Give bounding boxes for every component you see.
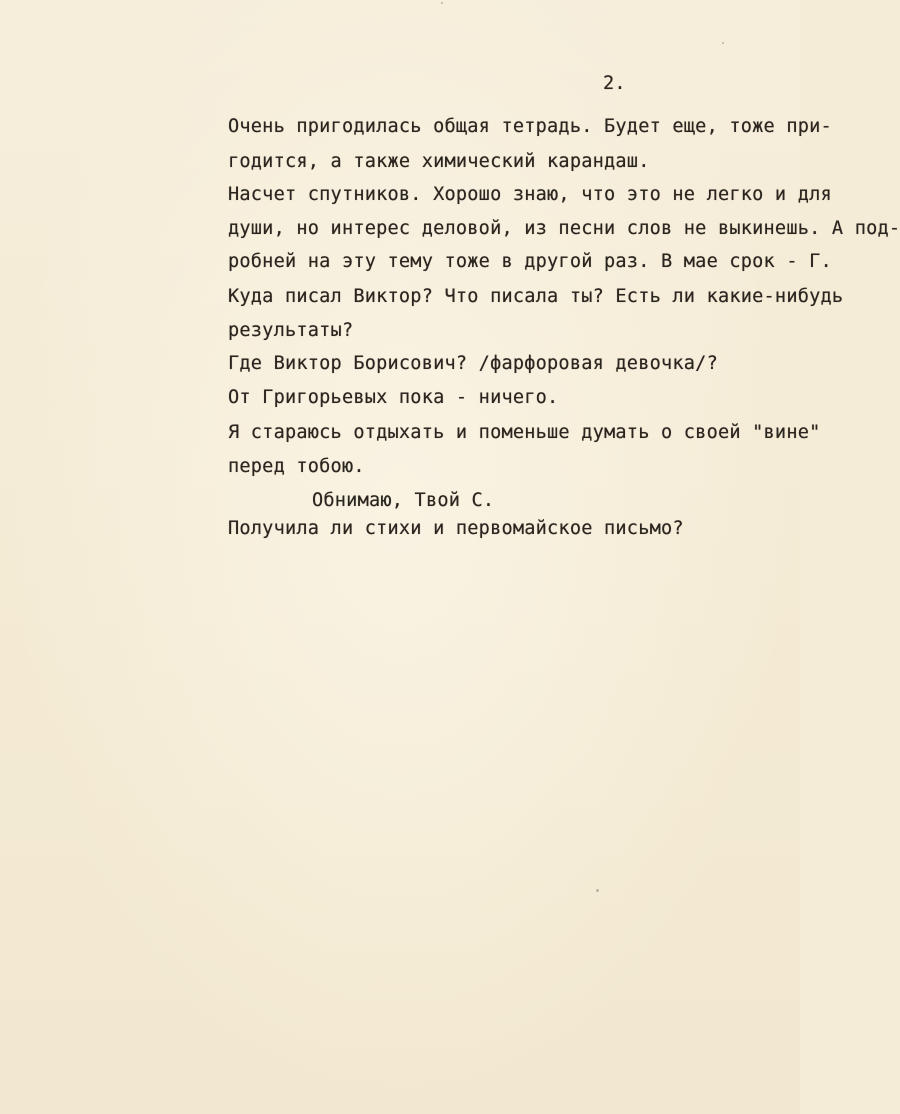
letter-line-8: Где Виктор Борисович? /фарфоровая девочка/? xyxy=(228,353,718,374)
letter-line-7: результаты? xyxy=(228,320,354,341)
paper-speck xyxy=(441,2,443,4)
letter-line-10: Я стараюсь отдыхать и поменьше думать о своей "вине" xyxy=(228,422,821,443)
letter-line-6: Куда писал Виктор? Что писала ты? Есть ли какие-нибудь xyxy=(228,286,844,307)
letter-line-11: перед тобою. xyxy=(228,456,365,477)
paper-speck xyxy=(722,42,724,44)
paper-speck xyxy=(596,889,599,892)
letter-postscript: Получила ли стихи и первомайское письмо? xyxy=(228,518,684,539)
letter-line-1: Очень пригодилась общая тетрадь. Будет еще, тоже при- xyxy=(228,116,832,137)
letter-line-2: годится, а также химический карандаш. xyxy=(228,151,650,172)
letter-closing: Обнимаю, Твой С. xyxy=(312,490,495,511)
letter-line-3: Насчет спутников. Хорошо знаю, что это не легко и для xyxy=(228,184,832,205)
letter-line-4: души, но интерес деловой, из песни слов не выкинешь. А под- xyxy=(228,218,900,239)
letter-line-9: От Григорьевых пока - ничего. xyxy=(228,387,559,408)
letter-line-5: робней на эту тему тоже в другой раз. В мае срок - Г. xyxy=(228,251,832,272)
page-number: 2. xyxy=(603,73,626,94)
